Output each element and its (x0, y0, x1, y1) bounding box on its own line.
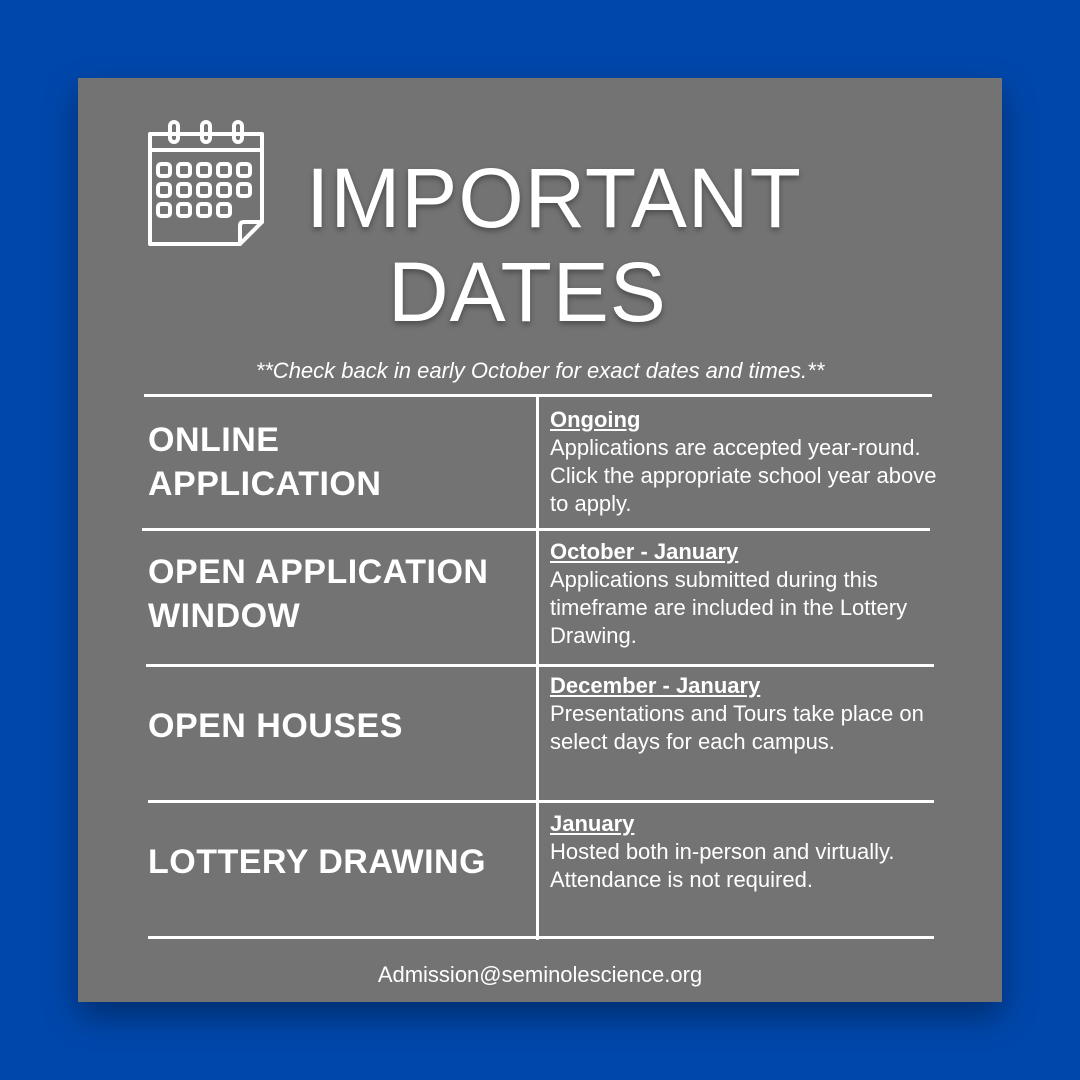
contact-email-link[interactable]: Admission@seminolescience.org (377, 962, 703, 987)
title-line-1: IMPORTANT (306, 151, 802, 245)
calendar-icon (144, 118, 268, 252)
row-detail-lottery-drawing (550, 810, 950, 894)
row-label-line: APPLICATION (148, 465, 382, 503)
row-description: Applications are accepted year-round. Click the appropriate school year above to apply. (550, 435, 937, 516)
row-detail-online-application (550, 406, 950, 518)
row-label-line: OPEN HOUSES (148, 707, 403, 745)
table-divider (148, 936, 934, 939)
title-line-2: DATES (388, 245, 667, 339)
row-detail-open-houses (550, 672, 950, 756)
table-column-divider (536, 396, 539, 940)
row-label-online-application (148, 418, 381, 506)
row-label-lottery-drawing (148, 840, 486, 884)
row-description: Hosted both in-person and virtually. Attendance is not required. (550, 839, 895, 892)
row-label-open-application-window (148, 550, 488, 638)
table-divider (146, 664, 934, 667)
check-back-note: **Check back in early October for exact dates and times.** (255, 358, 825, 383)
row-date-range: October - January (550, 539, 739, 564)
row-date-range: Ongoing (550, 407, 641, 432)
row-label-line: ONLINE (148, 421, 280, 459)
row-description: Applications submitted during this timeframe are included in the Lottery Drawing. (550, 567, 908, 648)
row-label-line: WINDOW (148, 597, 301, 635)
row-label-line: LOTTERY DRAWING (148, 843, 487, 881)
row-description: Presentations and Tours take place on select days for each campus. (550, 701, 924, 754)
row-label-open-houses (148, 704, 403, 748)
row-date-range: January (550, 811, 635, 836)
row-date-range: December - January (550, 673, 761, 698)
row-detail-open-application-window (550, 538, 950, 650)
row-label-line: OPEN APPLICATION (148, 553, 489, 591)
important-dates-panel (78, 78, 1002, 1002)
table-divider (148, 800, 934, 803)
